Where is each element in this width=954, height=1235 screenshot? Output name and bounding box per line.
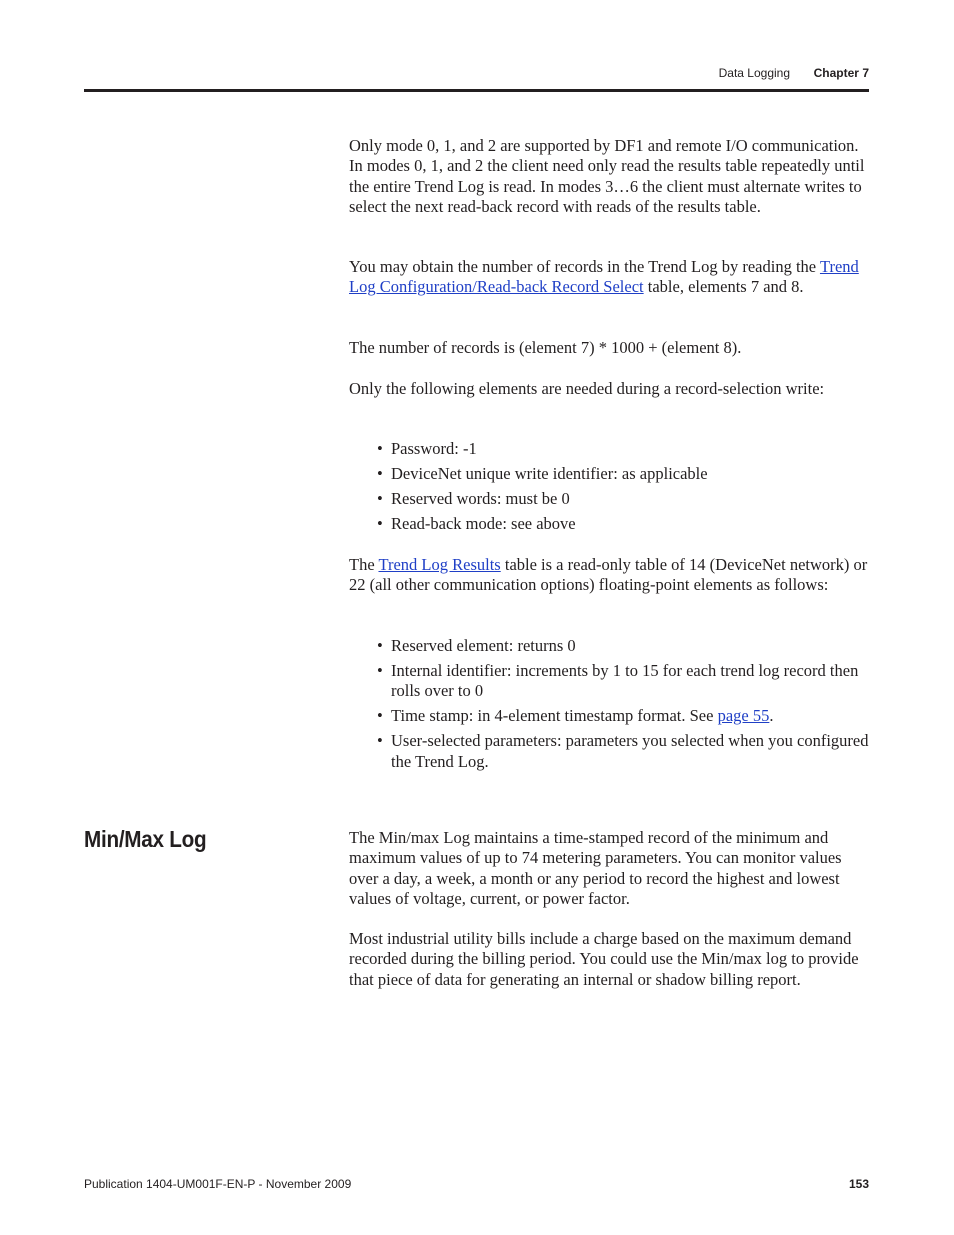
header-rule <box>84 89 869 92</box>
link-trend-log-configuration[interactable]: Trend Log Configuration/Read-back Record Select <box>349 257 859 297</box>
paragraph-min-max-description: The Min/max Log maintains a time-stamped record of the minimum and maximum values of up to 74 metering parameters. You can monitor values over a day, a week, a month or any period to record the highest and lowest values of voltage, current, or power factor. <box>349 828 842 908</box>
link-trend-log-results[interactable]: Trend Log Results <box>378 555 501 574</box>
list-item: • Reserved element: returns 0 <box>377 636 576 655</box>
list-item: • Internal identifier: increments by 1 to 15 for each trend log record then rolls over to 0 <box>377 660 859 701</box>
paragraph-trend-log-results: The Trend Log Results table is a read-only table of 14 (DeviceNet network) or 22 (all other communication options) floating-point elements as follows: <box>349 555 868 595</box>
bullet-list-results-elements <box>349 636 869 777</box>
bullet-list-record-selection <box>349 439 869 539</box>
header-chapter-label: Chapter 7 <box>813 66 869 80</box>
paragraph-billing: Most industrial utility bills include a charge based on the maximum demand recorded during the billing period. You could use the Min/max log to provide that piece of data for generating an internal or shadow billing report. <box>349 929 859 989</box>
list-item: • User-selected parameters: parameters you selected when you configured the Trend Log. <box>377 731 869 771</box>
paragraph-number-of-records: You may obtain the number of records in the Trend Log by reading the Trend Log Configuration/Read-back Record Select table, elements 7 and 8. <box>349 257 859 297</box>
paragraph-record-selection: Only the following elements are needed during a record-selection write: <box>349 379 825 398</box>
footer-publication: Publication 1404-UM001F-EN-P - November 2009 <box>84 1177 352 1191</box>
header-section-title: Data Logging <box>718 66 790 80</box>
link-page-55[interactable]: page 55 <box>717 706 770 726</box>
list-item: • Time stamp: in 4-element timestamp format. See page 55. <box>377 706 774 726</box>
list-item: • Password: -1 <box>377 439 477 458</box>
page-header <box>84 66 869 82</box>
list-item: • Read-back mode: see above <box>377 513 576 533</box>
section-heading-min-max-log: Min/Max Log <box>84 826 207 852</box>
list-item: • Reserved words: must be 0 <box>377 488 570 508</box>
footer-page-number: 153 <box>848 1177 869 1191</box>
paragraph-record-formula: The number of records is (element 7) * 1000 + (element 8). <box>349 338 742 357</box>
paragraph-read-modes: Only mode 0, 1, and 2 are supported by DF1 and remote I/O communication. In modes 0, 1, and 2 the client need only read the results table repeatedly until the entire Trend Log is read. In modes 3…6 the client must alternate writes to select the next read-back record with reads of the results table. <box>349 136 865 216</box>
list-item: • DeviceNet unique write identifier: as applicable <box>377 463 708 483</box>
